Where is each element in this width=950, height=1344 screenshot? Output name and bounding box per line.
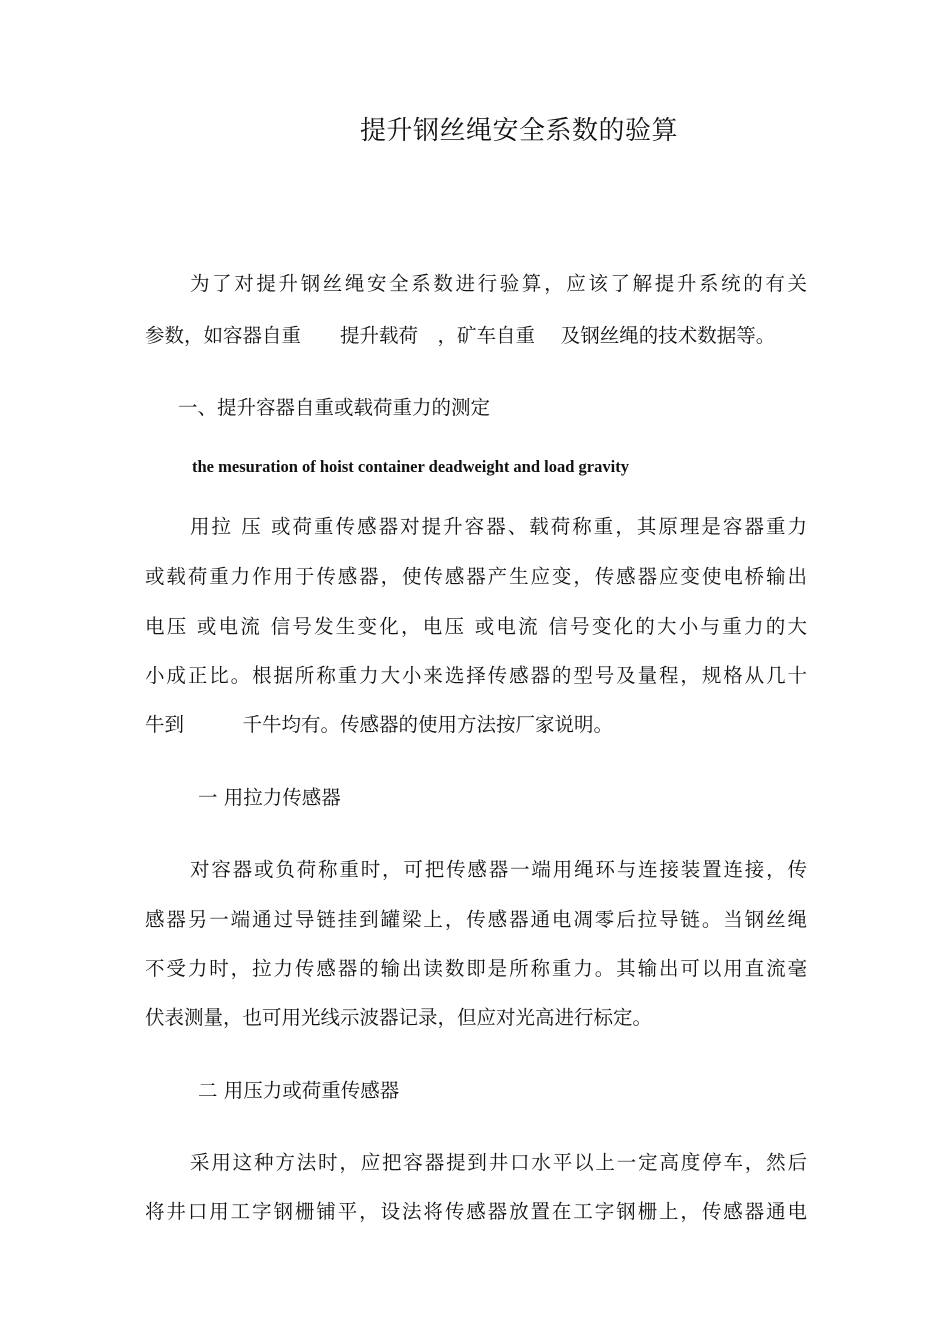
subsection-2-paragraph-line-2: 将井口用工字钢栅铺平，设法将传感器放置在工字钢栅上，传感器通电: [145, 1200, 807, 1223]
section-1-paragraph-line-4: 小成正比。根据所称重力大小来选择传感器的型号及量程，规格从几十: [145, 664, 807, 687]
document-title: 提升钢丝绳安全系数的验算: [360, 116, 679, 146]
section-1-english-subtitle: the mesuration of hoist container deadweight and load gravity: [192, 457, 629, 476]
intro-line-1: 为了对提升钢丝绳安全系数进行验算，应该了解提升系统的有关: [190, 272, 807, 295]
subsection-1-paragraph-line-3: 不受力时，拉力传感器的输出读数即是所称重力。其输出可以用直流毫: [145, 957, 807, 980]
subsection-1-paragraph-line-1: 对容器或负荷称重时，可把传感器一端用绳环与连接装置连接，传: [190, 858, 807, 881]
section-1-paragraph-line-3: 电压 或电流 信号发生变化，电压 或电流 信号变化的大小与重力的大: [145, 615, 807, 638]
subsection-1-paragraph-line-4: 伏表测量，也可用光线示波器记录，但应对光高进行标定。: [145, 1006, 653, 1029]
subsection-1-paragraph-line-2: 感器另一端通过导链挂到罐梁上，传感器通电凋零后拉导链。当钢丝绳: [145, 908, 807, 931]
section-1-paragraph-line-1: 用拉 压 或荷重传感器对提升容器、载荷称重，其原理是容器重力: [190, 515, 807, 538]
section-1-paragraph-line-5: 牛到 千牛均有。传感器的使用方法按厂家说明。: [145, 713, 614, 736]
section-1-paragraph-line-2: 或载荷重力作用于传感器，使传感器产生应变，传感器应变使电桥输出: [145, 565, 807, 588]
section-1-heading: 一、提升容器自重或载荷重力的测定: [178, 396, 491, 419]
subsection-2-paragraph-line-1: 采用这种方法时，应把容器提到井口水平以上一定高度停车，然后: [190, 1151, 807, 1174]
subsection-1-heading: 一 用拉力传感器: [198, 786, 341, 809]
intro-line-2: 参数，如容器自重 提升载荷 ，矿车自重 及钢丝绳的技术数据等。: [145, 324, 776, 347]
subsection-2-heading: 二 用压力或荷重传感器: [198, 1079, 400, 1102]
